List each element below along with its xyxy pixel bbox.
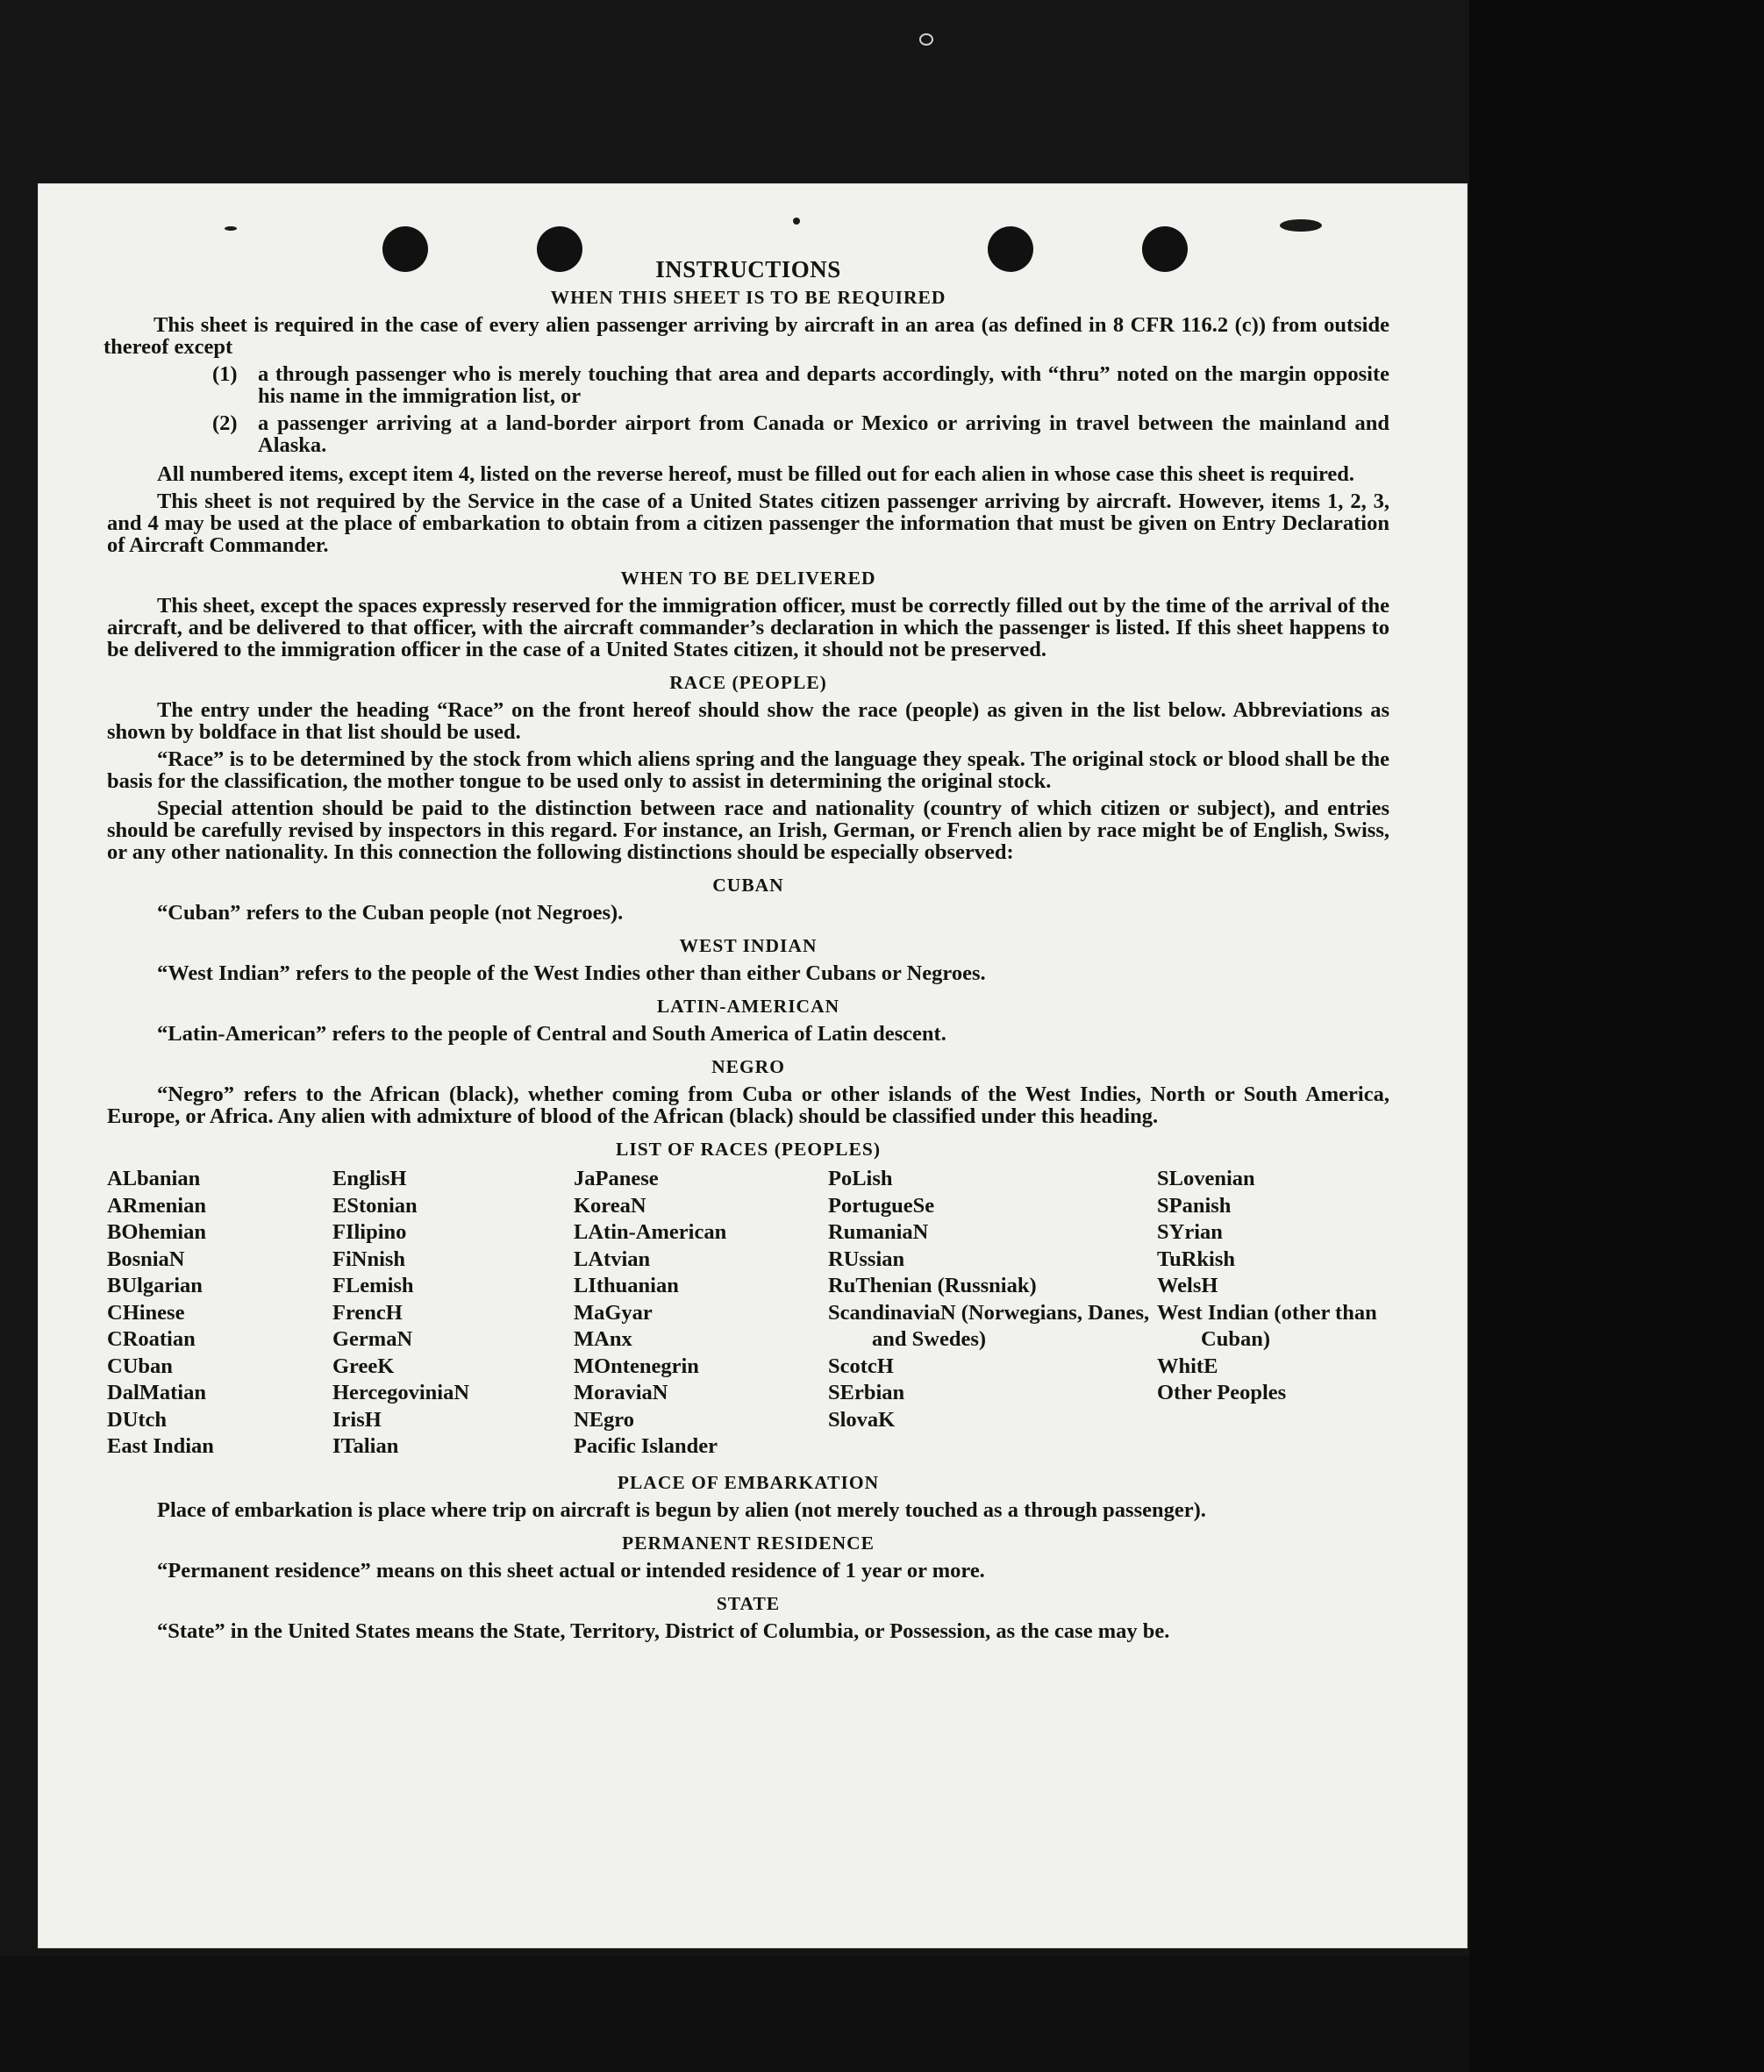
scan-artifact: [225, 226, 237, 231]
race-entry: KoreaN: [574, 1193, 646, 1218]
race-column: [1157, 1166, 1389, 1461]
scan-dark-edge: [1469, 0, 1764, 2072]
race-entry: JaPanese: [574, 1167, 659, 1190]
race-column: [574, 1166, 828, 1461]
race-entry: BUlgarian: [107, 1274, 203, 1297]
race-entry: MOntenegrin: [574, 1354, 699, 1378]
race-entry: SYrian: [1157, 1220, 1223, 1244]
delivered-paragraph: This sheet, except the spaces expressly reserved for the immigration officer, must be correctly filled out by the time of the arrival of the aircraft, and be delivered to that officer, with the aircraft commander’s declaration in which the passenger is listed. If this sheet happens to be delivered to the immigration officer in the case of a United States citizen, it should not be preserved.: [107, 594, 1389, 661]
instructions-content: [104, 254, 1389, 1647]
scan-artifact: [793, 218, 800, 225]
item-number: (1): [212, 362, 238, 386]
required-intro: This sheet is required in the case of every alien passenger arriving by aircraft in an area (as defined in 8 CFR 116.2 (c)) from outside thereof except: [104, 313, 1389, 359]
race-entry: RumaniaN: [828, 1220, 929, 1244]
race-entry: West Indian (other than Cuban): [1157, 1300, 1377, 1351]
race-entry: DUtch: [107, 1407, 168, 1432]
section-heading-state: STATE: [716, 1592, 781, 1614]
section-heading-cuban: CUBAN: [712, 875, 784, 896]
race-entry: ARmenian: [107, 1193, 206, 1218]
race-entry: SLovenian: [1157, 1167, 1255, 1190]
race-entry: ALbanian: [107, 1167, 201, 1190]
section-heading-race: RACE (PEOPLE): [669, 672, 827, 693]
citizen-paragraph: This sheet is not required by the Service in the case of a United States citizen passenger arriving by aircraft. However, items 1, 2, 3, and 4 may be used at the place of embarkation to obtain from a citizen passenger the information that must be given on Entry Declaration of Aircraft Commander.: [107, 489, 1389, 557]
race-paragraph-3: Special attention should be paid to the distinction between race and nationality (country of which citizen or subject), and entries should be carefully revised by inspectors in this regard. For instance, an Irish, German, or French alien by race might be of English, Swiss, or any other nationality. In this connection the following distinctions should be especially observed:: [107, 797, 1389, 864]
race-entry: WhitE: [1157, 1354, 1218, 1378]
race-entry: FrencH: [332, 1300, 403, 1325]
race-entry: MoraviaN: [574, 1381, 668, 1404]
section-heading-list: LIST OF RACES (PEOPLES): [616, 1139, 881, 1160]
race-entry: DalMatian: [107, 1381, 206, 1404]
negro-definition: “Negro” refers to the African (black), whether coming from Cuba or other islands of the West Indies, North or South America, Europe, or Africa. Any alien with admixture of blood of the African (black) should be classified under this heading.: [107, 1082, 1389, 1128]
race-entry: NEgro: [574, 1407, 634, 1432]
race-entry: SPanish: [1157, 1193, 1232, 1218]
race-entry: ITalian: [332, 1434, 399, 1458]
scan-artifact: [1280, 219, 1322, 232]
race-paragraph-1: The entry under the heading “Race” on the front hereof should show the race (people) as given in the list below. Abbreviations as shown by boldface in that list should be used.: [107, 698, 1389, 744]
race-entry: BosniaN: [107, 1247, 185, 1271]
race-entry: GermaN: [332, 1327, 413, 1351]
item-number: (2): [212, 411, 238, 435]
race-entry: TuRkish: [1157, 1247, 1236, 1271]
state-definition: “State” in the United States means the State, Territory, District of Columbia, or Possession, as the case may be.: [157, 1618, 1170, 1643]
race-column: [332, 1166, 574, 1461]
residence-definition: “Permanent residence” means on this sheet actual or intended residence of 1 year or more.: [157, 1558, 985, 1583]
race-paragraph-2: “Race” is to be determined by the stock from which aliens spring and the language they speak. The original stock or blood shall be the basis for the classification, the mother tongue to be used only to assist in determining the original stock.: [107, 747, 1389, 793]
race-entry: Other Peoples: [1157, 1381, 1287, 1404]
race-entry: PoLish: [828, 1167, 893, 1190]
section-heading-required: WHEN THIS SHEET IS TO BE REQUIRED: [550, 287, 946, 308]
race-entry: East Indian: [107, 1434, 214, 1458]
exception-item: [212, 363, 1389, 407]
race-entry: CUban: [107, 1354, 173, 1378]
race-entry: CRoatian: [107, 1327, 196, 1351]
latin-american-definition: “Latin-American” refers to the people of Central and South America of Latin descent.: [157, 1022, 946, 1046]
page-title: INSTRUCTIONS: [655, 256, 841, 282]
race-entry: FLemish: [332, 1274, 414, 1297]
race-entry: ScotcH: [828, 1354, 894, 1378]
race-entry: FIlipino: [332, 1220, 407, 1244]
race-entry: Pacific Islander: [574, 1434, 718, 1458]
section-heading-residence: PERMANENT RESIDENCE: [622, 1532, 875, 1554]
race-entry: RuThenian (Russniak): [828, 1274, 1037, 1297]
item-text: a through passenger who is merely touching that area and departs accordingly, with “thru” noted on the margin opposite his name in the immigration list, or: [258, 362, 1389, 408]
numbered-items-paragraph: All numbered items, except item 4, listed on the reverse hereof, must be filled out for each alien in whose case this sheet is required.: [157, 462, 1355, 486]
race-entry: EnglisH: [332, 1167, 407, 1190]
race-column: [107, 1166, 332, 1461]
race-entry: LIthuanian: [574, 1274, 679, 1297]
race-entry: WelsH: [1157, 1274, 1218, 1297]
race-list-table: [107, 1166, 1389, 1461]
race-entry: PortugueSe: [828, 1193, 935, 1218]
race-entry: HercegoviniaN: [332, 1381, 470, 1404]
race-entry: LAtin-American: [574, 1220, 727, 1244]
race-entry: CHinese: [107, 1300, 185, 1325]
race-entry: RUssian: [828, 1247, 905, 1271]
race-entry: MAnx: [574, 1327, 632, 1351]
race-entry: ScandinaviaN (Norwegians, Danes, and Swedes): [828, 1300, 1150, 1351]
race-entry: GreeK: [332, 1354, 395, 1378]
section-heading-delivered: WHEN TO BE DELIVERED: [620, 568, 876, 589]
race-column: [828, 1166, 1157, 1461]
document-page: [39, 184, 1467, 1947]
exception-list: [212, 363, 1389, 456]
section-heading-west-indian: WEST INDIAN: [679, 935, 818, 956]
item-text: a passenger arriving at a land-border airport from Canada or Mexico or arriving in travel between the mainland and Alaska.: [258, 411, 1389, 457]
embarkation-definition: Place of embarkation is place where trip on aircraft is begun by alien (not merely touched as a through passenger).: [157, 1497, 1206, 1522]
race-entry: LAtvian: [574, 1247, 651, 1271]
race-entry: SErbian: [828, 1381, 905, 1404]
race-entry: EStonian: [332, 1193, 418, 1218]
section-heading-negro: NEGRO: [711, 1056, 785, 1077]
race-entry: SlovaK: [828, 1407, 896, 1432]
race-entry: IrisH: [332, 1407, 382, 1432]
scan-artifact: [919, 33, 933, 46]
section-heading-embarkation: PLACE OF EMBARKATION: [617, 1471, 880, 1493]
west-indian-definition: “West Indian” refers to the people of the West Indies other than either Cubans or Negroes.: [157, 961, 986, 985]
exception-item: [212, 412, 1389, 456]
race-entry: MaGyar: [574, 1300, 653, 1325]
race-entry: FiNnish: [332, 1247, 406, 1271]
race-entry: BOhemian: [107, 1220, 206, 1244]
cuban-definition: “Cuban” refers to the Cuban people (not Negroes).: [157, 901, 624, 925]
section-heading-latin-american: LATIN-AMERICAN: [656, 996, 840, 1017]
